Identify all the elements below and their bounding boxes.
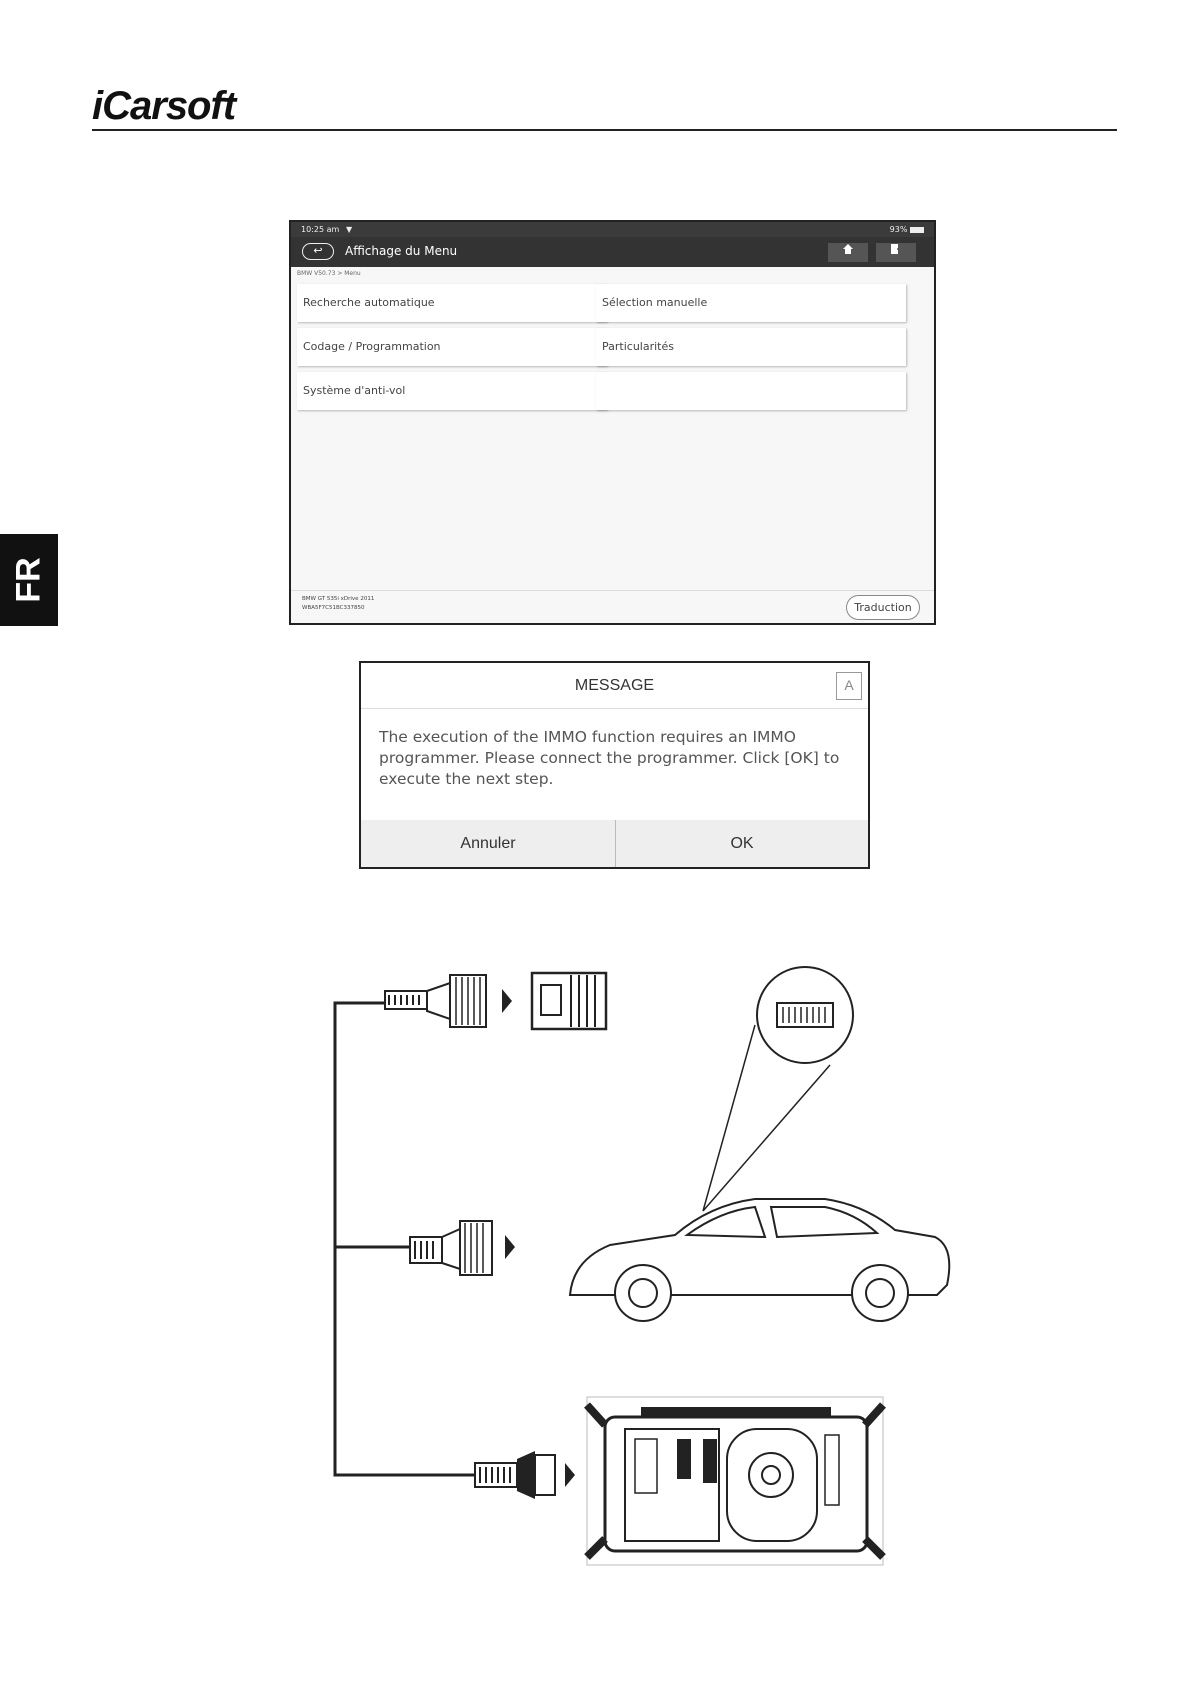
footer-divider xyxy=(291,590,934,591)
dialog-divider xyxy=(361,708,868,709)
connection-diagram xyxy=(325,955,955,1575)
language-tab xyxy=(0,534,58,626)
obd-cable-connector-middle xyxy=(410,1221,515,1275)
status-bar xyxy=(291,222,934,237)
dialog-title: MESSAGE xyxy=(574,677,655,694)
vehicle-info xyxy=(302,595,374,613)
ok-button[interactable]: OK xyxy=(616,820,868,867)
status-time: 10:25 am xyxy=(301,225,340,234)
language-tab-label: FR xyxy=(9,557,48,603)
menu-item-empty xyxy=(596,372,906,410)
obd-plug xyxy=(532,973,606,1029)
home-icon xyxy=(842,243,854,255)
translate-button[interactable]: Traduction xyxy=(846,595,920,620)
vehicle-vin: WBA5F7C51BC337850 xyxy=(302,605,365,611)
back-button[interactable]: ↩ xyxy=(302,243,334,260)
brand-logo: iCarsoft xyxy=(92,84,236,128)
menu-item-immobilizer[interactable]: Système d'anti-vol xyxy=(297,372,607,410)
header-rule xyxy=(92,129,1117,131)
message-dialog xyxy=(359,661,870,869)
exit-button[interactable] xyxy=(876,243,916,262)
translate-icon[interactable]: A xyxy=(836,672,862,700)
wifi-icon: ▼ xyxy=(346,225,353,234)
menu-item-special-functions[interactable]: Particularités xyxy=(596,328,906,366)
battery-icon xyxy=(910,227,924,233)
menu-item-auto-search[interactable]: Recherche automatique xyxy=(297,284,607,322)
vehicle-model: BMW GT 535i xDrive 2011 xyxy=(302,596,375,602)
dialog-message: The execution of the IMMO function requires an IMMO programmer. Please connect the programmer. Click [OK] to execute the next step. xyxy=(379,728,840,788)
obd-port-magnifier xyxy=(703,967,853,1211)
db15-cable-connector xyxy=(475,1451,575,1499)
menu-item-manual-selection[interactable]: Sélection manuelle xyxy=(596,284,906,322)
battery-level: 93% xyxy=(890,222,924,237)
menu-item-coding[interactable]: Codage / Programmation xyxy=(297,328,607,366)
screen-title: Affichage du Menu xyxy=(345,244,458,258)
exit-icon xyxy=(890,243,902,255)
car-illustration xyxy=(570,1199,949,1321)
tablet-screenshot xyxy=(289,220,936,625)
title-bar xyxy=(291,237,934,267)
cancel-button[interactable]: Annuler xyxy=(361,820,616,867)
breadcrumb: BMW V50.73 > Menu xyxy=(297,270,361,277)
home-button[interactable] xyxy=(828,243,868,262)
immo-programmer-device xyxy=(587,1397,883,1565)
obd-cable-connector-top xyxy=(385,975,512,1027)
